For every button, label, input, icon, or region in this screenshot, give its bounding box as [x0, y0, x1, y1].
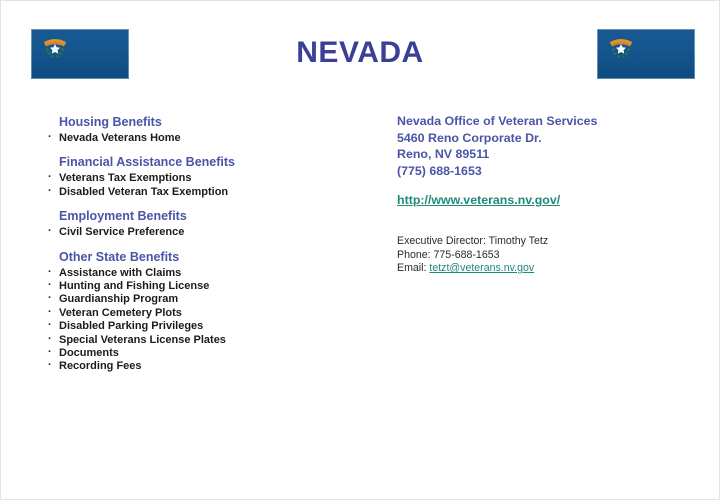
list-item — [45, 293, 375, 306]
list-item — [45, 280, 375, 293]
bullet-icon: · — [48, 171, 52, 184]
bullet-icon: · — [48, 184, 52, 197]
bullet-icon: · — [48, 279, 52, 292]
list-item — [45, 267, 375, 280]
list-item-label: Assistance with Claims — [59, 266, 182, 279]
list-item — [45, 172, 375, 185]
list-item-label: Special Veterans License Plates — [59, 333, 226, 346]
page-title: NEVADA — [296, 36, 424, 69]
benefit-group-heading: Housing Benefits — [59, 115, 162, 129]
list-item — [45, 320, 375, 333]
agency-phone: (775) 688-1653 — [397, 163, 482, 178]
benefit-group-heading: Financial Assistance Benefits — [59, 155, 235, 170]
agency-website-link[interactable]: http://www.veterans.nv.gov/ — [397, 193, 561, 207]
contact-phone: Phone: 775-688-1653 — [397, 248, 500, 261]
list-item-label: Veterans Tax Exemptions — [59, 172, 192, 185]
list-item-label: Veteran Cemetery Plots — [59, 306, 182, 319]
benefit-list — [45, 132, 375, 145]
contact-details — [397, 235, 697, 276]
list-item-label: Nevada Veterans Home — [59, 132, 181, 144]
benefits-column — [45, 115, 375, 384]
benefit-list — [45, 226, 375, 239]
address-street: 5460 Reno Corporate Dr. — [397, 130, 542, 145]
list-item — [45, 307, 375, 320]
bullet-icon: · — [48, 305, 52, 318]
benefit-group-financial-assistance — [45, 155, 375, 199]
contact-email-row — [397, 262, 697, 276]
list-item-label: Disabled Parking Privileges — [59, 320, 204, 333]
list-item-label: Disabled Veteran Tax Exemption — [59, 185, 229, 198]
bullet-icon: · — [48, 225, 52, 238]
list-item-label: Guardianship Program — [59, 293, 179, 306]
agency-name: Nevada Office of Veteran Services — [397, 114, 598, 128]
list-item — [45, 347, 375, 360]
list-item — [45, 334, 375, 347]
list-item — [45, 132, 375, 145]
list-item-label: Civil Service Preference — [59, 226, 185, 239]
list-item-label: Hunting and Fishing License — [59, 280, 210, 293]
bullet-icon: · — [48, 346, 52, 359]
benefit-list — [45, 172, 375, 199]
bullet-icon: · — [48, 332, 52, 345]
benefit-group-heading: Other State Benefits — [59, 249, 180, 264]
list-item-label: Documents — [59, 347, 119, 360]
bullet-icon: · — [48, 265, 52, 278]
benefit-group-employment — [45, 209, 375, 239]
contact-column — [397, 113, 697, 276]
bullet-icon: · — [48, 319, 52, 332]
benefit-group-other-state — [45, 250, 375, 374]
list-item — [45, 360, 375, 373]
contact-email-label: Email: — [397, 262, 430, 275]
bullet-icon: · — [48, 359, 52, 372]
list-item — [45, 226, 375, 239]
bullet-icon: · — [48, 131, 52, 143]
contact-email-link[interactable]: tetzt@veterans.nv.gov — [429, 262, 535, 275]
executive-director: Executive Director: Timothy Tetz — [397, 235, 549, 247]
bullet-icon: · — [48, 292, 52, 305]
benefit-group-housing — [45, 115, 375, 145]
address-city-state-zip: Reno, NV 89511 — [397, 147, 490, 161]
list-item-label: Recording Fees — [59, 360, 142, 373]
benefit-group-heading: Employment Benefits — [59, 209, 187, 224]
benefit-list — [45, 267, 375, 374]
list-item — [45, 186, 375, 199]
